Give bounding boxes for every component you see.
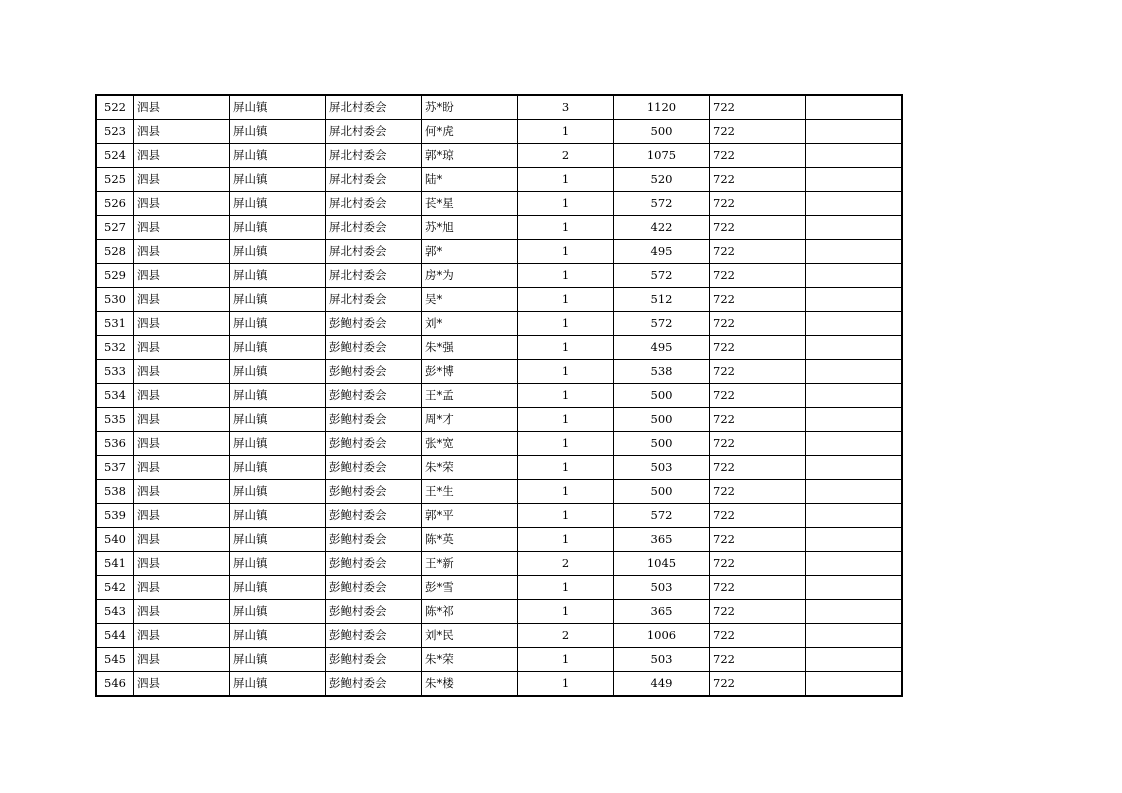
cell-standard: 722 [710, 360, 806, 384]
cell-county: 泗县 [134, 384, 230, 408]
cell-village: 屏北村委会 [326, 192, 422, 216]
cell-county: 泗县 [134, 552, 230, 576]
cell-county: 泗县 [134, 432, 230, 456]
cell-note [806, 648, 903, 672]
cell-town: 屏山镇 [230, 648, 326, 672]
cell-town: 屏山镇 [230, 192, 326, 216]
cell-county: 泗县 [134, 528, 230, 552]
cell-standard: 722 [710, 576, 806, 600]
cell-name: 朱*荣 [422, 648, 518, 672]
cell-village: 屏北村委会 [326, 240, 422, 264]
cell-persons: 1 [518, 288, 614, 312]
cell-county: 泗县 [134, 336, 230, 360]
cell-name: 郭* [422, 240, 518, 264]
table-row [96, 144, 902, 168]
cell-standard: 722 [710, 624, 806, 648]
cell-persons: 2 [518, 624, 614, 648]
cell-persons: 2 [518, 552, 614, 576]
cell-town: 屏山镇 [230, 408, 326, 432]
cell-standard: 722 [710, 432, 806, 456]
cell-note [806, 432, 903, 456]
cell-village: 彭鲍村委会 [326, 336, 422, 360]
cell-town: 屏山镇 [230, 95, 326, 120]
cell-standard: 722 [710, 528, 806, 552]
cell-persons: 1 [518, 480, 614, 504]
cell-amount: 572 [614, 312, 710, 336]
cell-persons: 1 [518, 432, 614, 456]
cell-name: 郭*琼 [422, 144, 518, 168]
cell-index: 525 [96, 168, 134, 192]
cell-name: 刘*民 [422, 624, 518, 648]
cell-town: 屏山镇 [230, 144, 326, 168]
cell-persons: 1 [518, 240, 614, 264]
cell-name: 陈*祁 [422, 600, 518, 624]
cell-index: 538 [96, 480, 134, 504]
cell-town: 屏山镇 [230, 312, 326, 336]
cell-index: 537 [96, 456, 134, 480]
cell-index: 523 [96, 120, 134, 144]
cell-standard: 722 [710, 312, 806, 336]
cell-village: 彭鲍村委会 [326, 432, 422, 456]
cell-town: 屏山镇 [230, 480, 326, 504]
cell-index: 526 [96, 192, 134, 216]
cell-standard: 722 [710, 672, 806, 697]
cell-persons: 1 [518, 384, 614, 408]
cell-note [806, 384, 903, 408]
cell-village: 彭鲍村委会 [326, 384, 422, 408]
cell-standard: 722 [710, 456, 806, 480]
cell-standard: 722 [710, 288, 806, 312]
cell-index: 524 [96, 144, 134, 168]
table-row [96, 288, 902, 312]
table-row [96, 504, 902, 528]
cell-village: 屏北村委会 [326, 120, 422, 144]
cell-town: 屏山镇 [230, 600, 326, 624]
cell-note [806, 240, 903, 264]
table-row [96, 408, 902, 432]
cell-index: 527 [96, 216, 134, 240]
cell-county: 泗县 [134, 504, 230, 528]
cell-standard: 722 [710, 384, 806, 408]
cell-note [806, 95, 903, 120]
cell-standard: 722 [710, 336, 806, 360]
table-row [96, 168, 902, 192]
cell-name: 吴* [422, 288, 518, 312]
cell-village: 彭鲍村委会 [326, 648, 422, 672]
cell-amount: 365 [614, 600, 710, 624]
cell-note [806, 480, 903, 504]
cell-name: 朱*强 [422, 336, 518, 360]
cell-name: 王*新 [422, 552, 518, 576]
cell-town: 屏山镇 [230, 384, 326, 408]
cell-note [806, 264, 903, 288]
table-row [96, 216, 902, 240]
table-row [96, 95, 902, 120]
cell-county: 泗县 [134, 576, 230, 600]
cell-standard: 722 [710, 120, 806, 144]
table-row [96, 264, 902, 288]
cell-county: 泗县 [134, 672, 230, 697]
cell-town: 屏山镇 [230, 576, 326, 600]
cell-name: 苏*盼 [422, 95, 518, 120]
table-row [96, 456, 902, 480]
cell-note [806, 192, 903, 216]
cell-amount: 500 [614, 408, 710, 432]
table-row [96, 600, 902, 624]
cell-amount: 422 [614, 216, 710, 240]
cell-persons: 1 [518, 336, 614, 360]
table-row [96, 240, 902, 264]
cell-name: 何*虎 [422, 120, 518, 144]
cell-amount: 538 [614, 360, 710, 384]
cell-county: 泗县 [134, 624, 230, 648]
cell-note [806, 168, 903, 192]
cell-index: 541 [96, 552, 134, 576]
cell-note [806, 288, 903, 312]
cell-amount: 572 [614, 504, 710, 528]
cell-name: 王*生 [422, 480, 518, 504]
cell-index: 529 [96, 264, 134, 288]
cell-standard: 722 [710, 240, 806, 264]
cell-note [806, 456, 903, 480]
cell-village: 彭鲍村委会 [326, 480, 422, 504]
cell-persons: 1 [518, 600, 614, 624]
cell-index: 532 [96, 336, 134, 360]
cell-persons: 1 [518, 456, 614, 480]
cell-village: 屏北村委会 [326, 216, 422, 240]
cell-persons: 1 [518, 216, 614, 240]
cell-persons: 1 [518, 504, 614, 528]
cell-standard: 722 [710, 192, 806, 216]
cell-name: 陆* [422, 168, 518, 192]
cell-note [806, 144, 903, 168]
cell-town: 屏山镇 [230, 432, 326, 456]
cell-county: 泗县 [134, 120, 230, 144]
table-row [96, 552, 902, 576]
cell-note [806, 360, 903, 384]
table-row [96, 648, 902, 672]
cell-persons: 1 [518, 312, 614, 336]
cell-standard: 722 [710, 504, 806, 528]
cell-county: 泗县 [134, 648, 230, 672]
cell-persons: 1 [518, 528, 614, 552]
cell-index: 543 [96, 600, 134, 624]
cell-county: 泗县 [134, 456, 230, 480]
cell-county: 泗县 [134, 95, 230, 120]
cell-note [806, 600, 903, 624]
cell-name: 彭*博 [422, 360, 518, 384]
cell-standard: 722 [710, 168, 806, 192]
cell-county: 泗县 [134, 168, 230, 192]
table-row [96, 384, 902, 408]
cell-index: 522 [96, 95, 134, 120]
cell-amount: 503 [614, 456, 710, 480]
cell-name: 陈*英 [422, 528, 518, 552]
cell-county: 泗县 [134, 144, 230, 168]
cell-standard: 722 [710, 264, 806, 288]
cell-note [806, 216, 903, 240]
cell-standard: 722 [710, 95, 806, 120]
cell-standard: 722 [710, 600, 806, 624]
cell-village: 屏北村委会 [326, 95, 422, 120]
cell-persons: 1 [518, 576, 614, 600]
cell-town: 屏山镇 [230, 672, 326, 697]
cell-note [806, 312, 903, 336]
cell-village: 屏北村委会 [326, 144, 422, 168]
cell-village: 彭鲍村委会 [326, 600, 422, 624]
cell-note [806, 336, 903, 360]
cell-village: 彭鲍村委会 [326, 552, 422, 576]
cell-county: 泗县 [134, 264, 230, 288]
cell-town: 屏山镇 [230, 240, 326, 264]
table-row [96, 432, 902, 456]
cell-village: 彭鲍村委会 [326, 624, 422, 648]
cell-index: 545 [96, 648, 134, 672]
cell-town: 屏山镇 [230, 168, 326, 192]
cell-amount: 572 [614, 192, 710, 216]
cell-name: 苏*旭 [422, 216, 518, 240]
cell-index: 546 [96, 672, 134, 697]
cell-index: 535 [96, 408, 134, 432]
cell-amount: 500 [614, 384, 710, 408]
cell-amount: 365 [614, 528, 710, 552]
cell-note [806, 504, 903, 528]
table-body [96, 95, 902, 696]
cell-standard: 722 [710, 216, 806, 240]
cell-town: 屏山镇 [230, 504, 326, 528]
cell-standard: 722 [710, 480, 806, 504]
table-row [96, 576, 902, 600]
cell-persons: 1 [518, 360, 614, 384]
cell-amount: 503 [614, 576, 710, 600]
cell-town: 屏山镇 [230, 216, 326, 240]
cell-village: 彭鲍村委会 [326, 360, 422, 384]
cell-amount: 1075 [614, 144, 710, 168]
cell-index: 531 [96, 312, 134, 336]
cell-county: 泗县 [134, 360, 230, 384]
cell-name: 房*为 [422, 264, 518, 288]
cell-standard: 722 [710, 408, 806, 432]
cell-amount: 512 [614, 288, 710, 312]
cell-name: 彭*雪 [422, 576, 518, 600]
cell-index: 528 [96, 240, 134, 264]
cell-village: 屏北村委会 [326, 264, 422, 288]
cell-village: 彭鲍村委会 [326, 672, 422, 697]
cell-village: 屏北村委会 [326, 288, 422, 312]
cell-amount: 1045 [614, 552, 710, 576]
cell-index: 534 [96, 384, 134, 408]
cell-name: 刘* [422, 312, 518, 336]
cell-town: 屏山镇 [230, 288, 326, 312]
cell-name: 朱*荣 [422, 456, 518, 480]
data-table [95, 94, 903, 697]
cell-amount: 1120 [614, 95, 710, 120]
table-row [96, 312, 902, 336]
table-row [96, 528, 902, 552]
cell-town: 屏山镇 [230, 336, 326, 360]
cell-name: 苌*星 [422, 192, 518, 216]
cell-name: 张*宽 [422, 432, 518, 456]
table-row [96, 120, 902, 144]
cell-persons: 3 [518, 95, 614, 120]
cell-town: 屏山镇 [230, 264, 326, 288]
cell-note [806, 528, 903, 552]
cell-index: 540 [96, 528, 134, 552]
cell-village: 彭鲍村委会 [326, 408, 422, 432]
cell-index: 544 [96, 624, 134, 648]
cell-town: 屏山镇 [230, 360, 326, 384]
cell-standard: 722 [710, 552, 806, 576]
cell-county: 泗县 [134, 216, 230, 240]
cell-persons: 1 [518, 408, 614, 432]
table-row [96, 336, 902, 360]
cell-amount: 1006 [614, 624, 710, 648]
table-row [96, 672, 902, 697]
cell-amount: 572 [614, 264, 710, 288]
cell-county: 泗县 [134, 288, 230, 312]
cell-amount: 500 [614, 120, 710, 144]
cell-town: 屏山镇 [230, 624, 326, 648]
cell-village: 彭鲍村委会 [326, 312, 422, 336]
table-row [96, 480, 902, 504]
cell-index: 539 [96, 504, 134, 528]
cell-village: 彭鲍村委会 [326, 456, 422, 480]
cell-persons: 2 [518, 144, 614, 168]
cell-name: 郭*平 [422, 504, 518, 528]
cell-note [806, 408, 903, 432]
cell-county: 泗县 [134, 408, 230, 432]
cell-name: 朱*楼 [422, 672, 518, 697]
cell-index: 533 [96, 360, 134, 384]
cell-town: 屏山镇 [230, 528, 326, 552]
cell-index: 536 [96, 432, 134, 456]
cell-persons: 1 [518, 192, 614, 216]
cell-persons: 1 [518, 264, 614, 288]
cell-amount: 500 [614, 432, 710, 456]
cell-name: 周*才 [422, 408, 518, 432]
cell-county: 泗县 [134, 600, 230, 624]
cell-amount: 449 [614, 672, 710, 697]
cell-county: 泗县 [134, 480, 230, 504]
cell-name: 王*孟 [422, 384, 518, 408]
cell-village: 屏北村委会 [326, 168, 422, 192]
cell-county: 泗县 [134, 240, 230, 264]
cell-town: 屏山镇 [230, 552, 326, 576]
cell-amount: 503 [614, 648, 710, 672]
cell-note [806, 672, 903, 697]
cell-town: 屏山镇 [230, 456, 326, 480]
cell-amount: 495 [614, 240, 710, 264]
cell-amount: 520 [614, 168, 710, 192]
cell-note [806, 552, 903, 576]
cell-town: 屏山镇 [230, 120, 326, 144]
cell-index: 542 [96, 576, 134, 600]
cell-persons: 1 [518, 672, 614, 697]
cell-note [806, 576, 903, 600]
table-row [96, 624, 902, 648]
cell-village: 彭鲍村委会 [326, 576, 422, 600]
cell-note [806, 120, 903, 144]
cell-county: 泗县 [134, 312, 230, 336]
table-row [96, 360, 902, 384]
cell-persons: 1 [518, 120, 614, 144]
cell-index: 530 [96, 288, 134, 312]
cell-village: 彭鲍村委会 [326, 504, 422, 528]
cell-standard: 722 [710, 144, 806, 168]
cell-standard: 722 [710, 648, 806, 672]
table-row [96, 192, 902, 216]
cell-village: 彭鲍村委会 [326, 528, 422, 552]
cell-amount: 500 [614, 480, 710, 504]
cell-note [806, 624, 903, 648]
cell-persons: 1 [518, 648, 614, 672]
cell-persons: 1 [518, 168, 614, 192]
cell-county: 泗县 [134, 192, 230, 216]
cell-amount: 495 [614, 336, 710, 360]
